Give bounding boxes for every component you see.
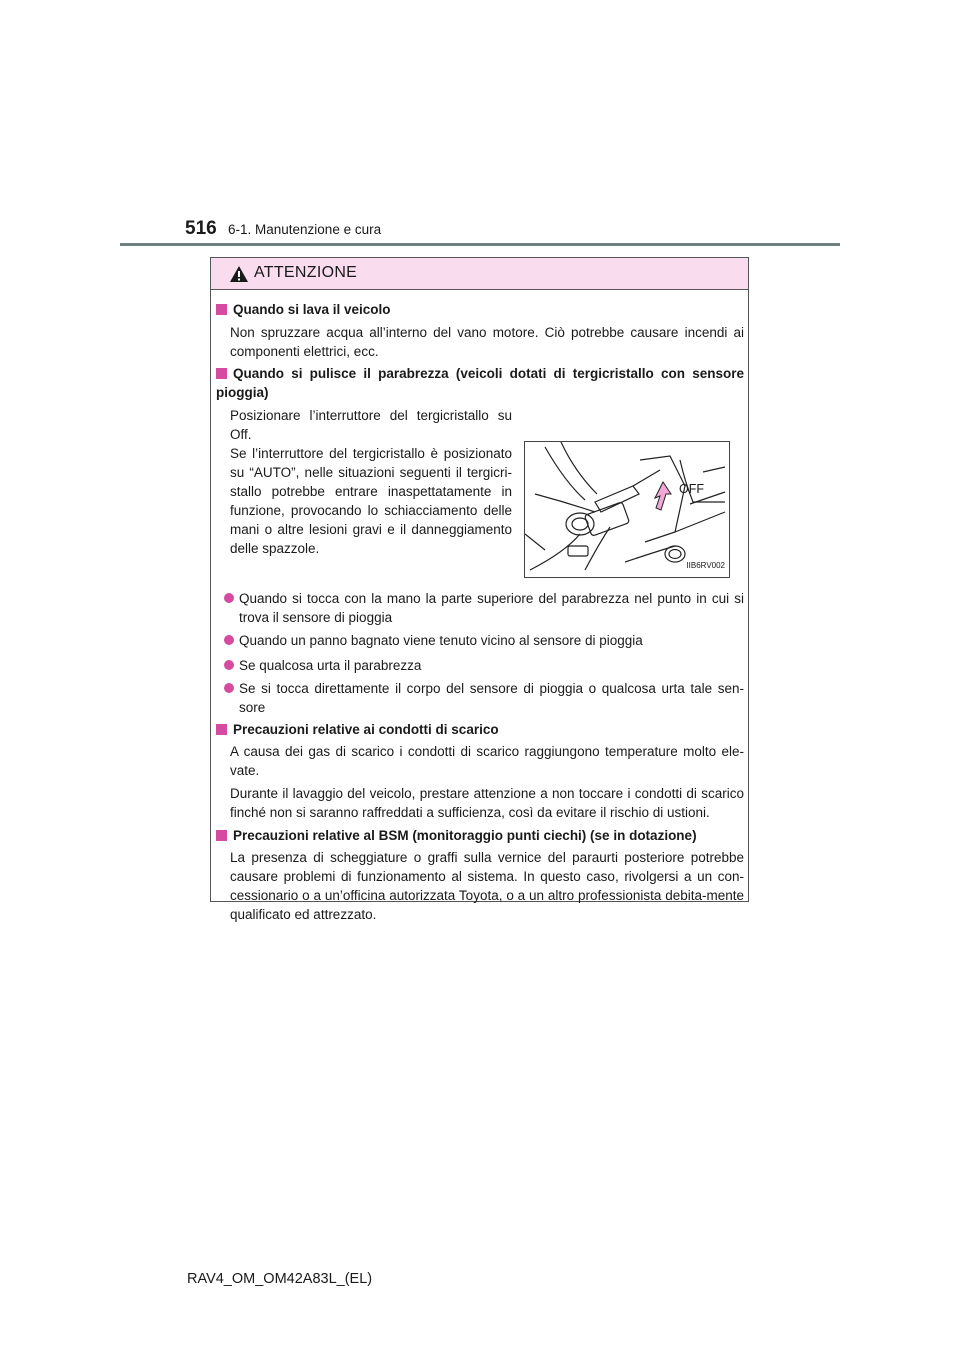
square-bullet-icon (216, 368, 227, 379)
warning-icon (229, 265, 249, 283)
section-heading: Precauzioni relative al BSM (monitoraggio punti ciechi) (se in dotazione) (216, 826, 697, 845)
section-text: A causa dei gas di scarico i condotti di scarico raggiungono temperature molto ele-vate. (230, 744, 744, 778)
section-heading: Precauzioni relative ai condotti di scarico (216, 720, 499, 739)
warning-title: ATTENZIONE (254, 264, 358, 281)
list-item: Se qualcosa urta il parabrezza (216, 656, 744, 675)
list-item: Quando un panno bagnato viene tenuto vicino al sensore di pioggia (216, 631, 744, 650)
section-title: 6-1. Manutenzione e cura (228, 222, 382, 237)
round-bullet-icon (224, 683, 234, 693)
section-text: Durante il lavaggio del veicolo, prestare attenzione a non toccare i condotti di scarico finché non si saranno raffreddati a sufficienza, così da evitare il rischio di ustioni. (230, 786, 744, 820)
header-divider (120, 243, 840, 246)
warning-box (210, 257, 749, 922)
list-item: Quando si tocca con la mano la parte superiore del parabrezza nel punto in cui si trova il sensore di pioggia (216, 589, 744, 627)
document-code: RAV4_OM_OM42A83L_(EL) (187, 1271, 373, 1287)
round-bullet-icon (224, 593, 234, 603)
round-bullet-icon (224, 635, 234, 645)
figure-code: IIB6RV002 (686, 561, 725, 570)
warning-header (211, 258, 748, 290)
off-label: OFF (679, 482, 704, 496)
square-bullet-icon (216, 830, 227, 841)
section-heading: Quando si pulisce il parabrezza (veicoli dotati di tergicristallo con sensore pioggia) (216, 366, 744, 400)
wiper-switch-illustration (524, 441, 730, 578)
list-item: Se si tocca direttamente il corpo del sensore di pioggia o qualcosa urta tale sen-sore (216, 679, 744, 717)
section-text: Posizionare l’interruttore del tergicristallo su Off. Se l’interruttore del tergicristallo è posizionato su “AUTO”, nelle situazioni seguenti il tergicri-stallo potrebbe entrare inaspettatamente in funzione, provocando lo schiacciamento delle mani o altre lesioni gravi e il danneggiamento delle spazzole. (230, 408, 512, 556)
section-text: Non spruzzare acqua all’interno del vano motore. Ciò potrebbe causare incendi ai componenti elettrici, ecc. (230, 325, 744, 359)
square-bullet-icon (216, 304, 227, 315)
section-heading: Quando si lava il veicolo (216, 300, 391, 319)
square-bullet-icon (216, 724, 227, 735)
page-number: 516 (185, 218, 217, 239)
section-text: La presenza di scheggiature o graffi sulla vernice del paraurti posteriore potrebbe causare problemi di funzionamento al sistema. In questo caso, rivolgersi a un con-cessionario o a un’officina autorizzata Toyota, o a un altro professionista debita-mente qualificato ed attrezzato. (230, 850, 744, 922)
round-bullet-icon (224, 660, 234, 670)
